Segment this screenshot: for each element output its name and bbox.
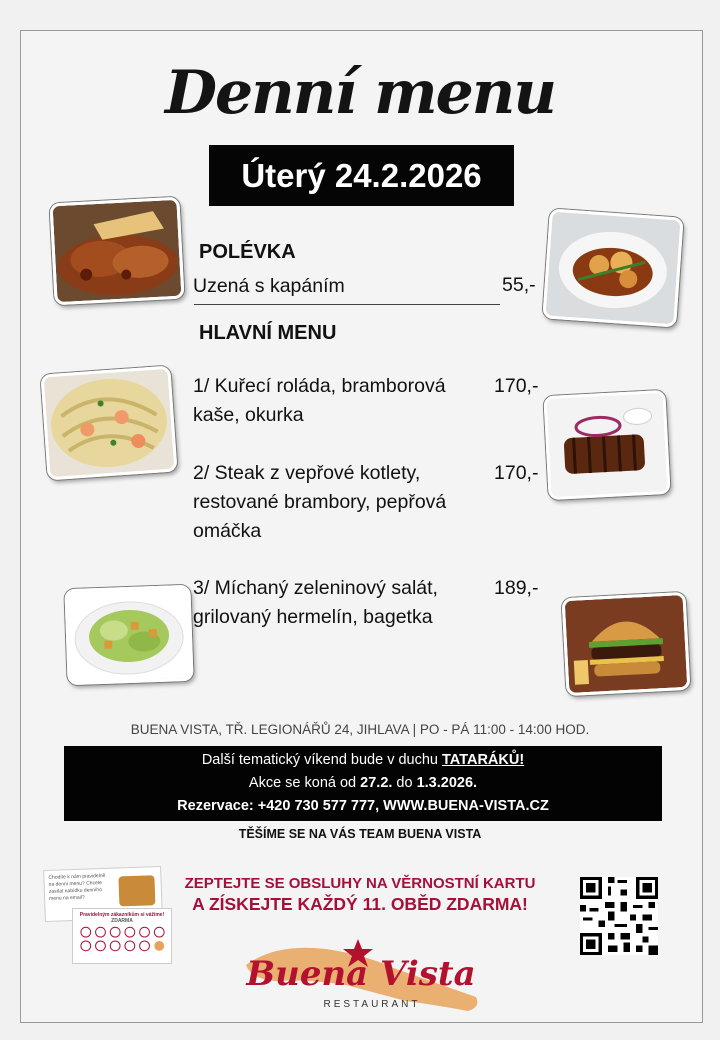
ribs-image: [547, 393, 668, 497]
main-item-2-line3: omáčka: [193, 520, 262, 542]
loyalty-card-back: [72, 908, 172, 964]
card-zdarma: ZDARMA: [111, 918, 133, 924]
main-item-3-line1: 3/ Míchaný zeleninový salát,: [193, 577, 438, 599]
card-back-text: Pravidelným zákazníkům si vážíme!: [79, 912, 165, 918]
notice-line-1-text: Další tematický víkend bude v duchu: [201, 752, 443, 768]
stamp-circles: [76, 924, 170, 954]
date-text: Úterý 24.2.2026: [241, 156, 482, 194]
main-item-2: [193, 459, 493, 546]
main-item-1-line2: kaše, okurka: [193, 404, 304, 426]
notice-line-2-text: Akce se koná od: [248, 775, 361, 791]
address-hours: BUENA VISTA, TŘ. LEGIONÁŘŮ 24, JIHLAVA | PO - PÁ 11:00 - 14:00 HOD.: [130, 722, 590, 737]
logo-name: Buena Vista: [246, 954, 476, 994]
soup-heading: POLÉVKA: [199, 241, 296, 263]
photo-potato-dish: [542, 208, 683, 327]
main-item-1: [193, 372, 493, 430]
soup-divider: [194, 304, 500, 305]
notice-line-2-mid: do: [392, 775, 417, 791]
notice-line-1: [64, 749, 662, 772]
buena-vista-logo: [236, 935, 486, 1025]
main-item-2-price: 170,-: [494, 462, 539, 484]
page-title: Denní menu: [164, 58, 556, 128]
qr-code-icon[interactable]: [580, 877, 658, 955]
photo-pasta-shrimp: [40, 366, 177, 481]
photo-caesar-salad: [64, 585, 193, 685]
main-item-3-line2: grilovaný hermelín, bagetka: [193, 606, 433, 628]
notice-date-from: 27.2.: [360, 775, 393, 791]
potato-dish-image: [546, 212, 681, 325]
main-item-3: [193, 574, 493, 632]
loyalty-line-2: A ZÍSKEJTE KAŽDÝ 11. OBĚD ZDARMA!: [192, 894, 528, 914]
photo-burger: [562, 592, 691, 696]
loyalty-line-1: ZEPTEJTE SE OBSLUHY NA VĚRNOSTNÍ KARTU: [184, 875, 536, 892]
soup-price: 55,-: [502, 274, 536, 296]
burger-image: [565, 595, 688, 693]
notice-date-to: 1.3.2026.: [416, 775, 478, 791]
logo-sub: RESTAURANT: [323, 999, 421, 1010]
notice-reservation: Rezervace: +420 730 577 777, WWW.BUENA-VISTA.CZ: [177, 798, 549, 814]
photo-grilled-chicken: [49, 197, 184, 306]
card-front-text: Chodíte k nám pravidelně na denní menu? Chcete zasílat nabídku denního menu na email?: [48, 872, 106, 902]
pasta-shrimp-image: [44, 369, 175, 477]
main-item-1-price: 170,-: [494, 375, 539, 397]
notice-line-2: [64, 772, 662, 795]
date-banner: [209, 145, 514, 206]
main-item-3-price: 189,-: [494, 577, 539, 599]
photo-ribs: [543, 390, 670, 500]
caesar-salad-image: [67, 588, 190, 682]
main-heading: HLAVNÍ MENU: [199, 322, 337, 344]
loyalty-offer: [180, 873, 540, 915]
grilled-chicken-image: [53, 200, 182, 302]
main-item-1-line1: 1/ Kuřecí roláda, bramborová: [193, 375, 446, 397]
weekend-notice: [64, 746, 662, 821]
soup-name: Uzená s kapáním: [193, 275, 345, 297]
team-greeting: TĚŠÍME SE NA VÁS TEAM BUENA VISTA: [238, 827, 482, 841]
main-item-2-line1: 2/ Steak z vepřové kotlety,: [193, 462, 421, 484]
notice-theme: TATARÁKŮ!: [442, 752, 525, 768]
main-item-2-line2: restované brambory, pepřová: [193, 491, 447, 513]
card-front-image: [118, 875, 155, 906]
